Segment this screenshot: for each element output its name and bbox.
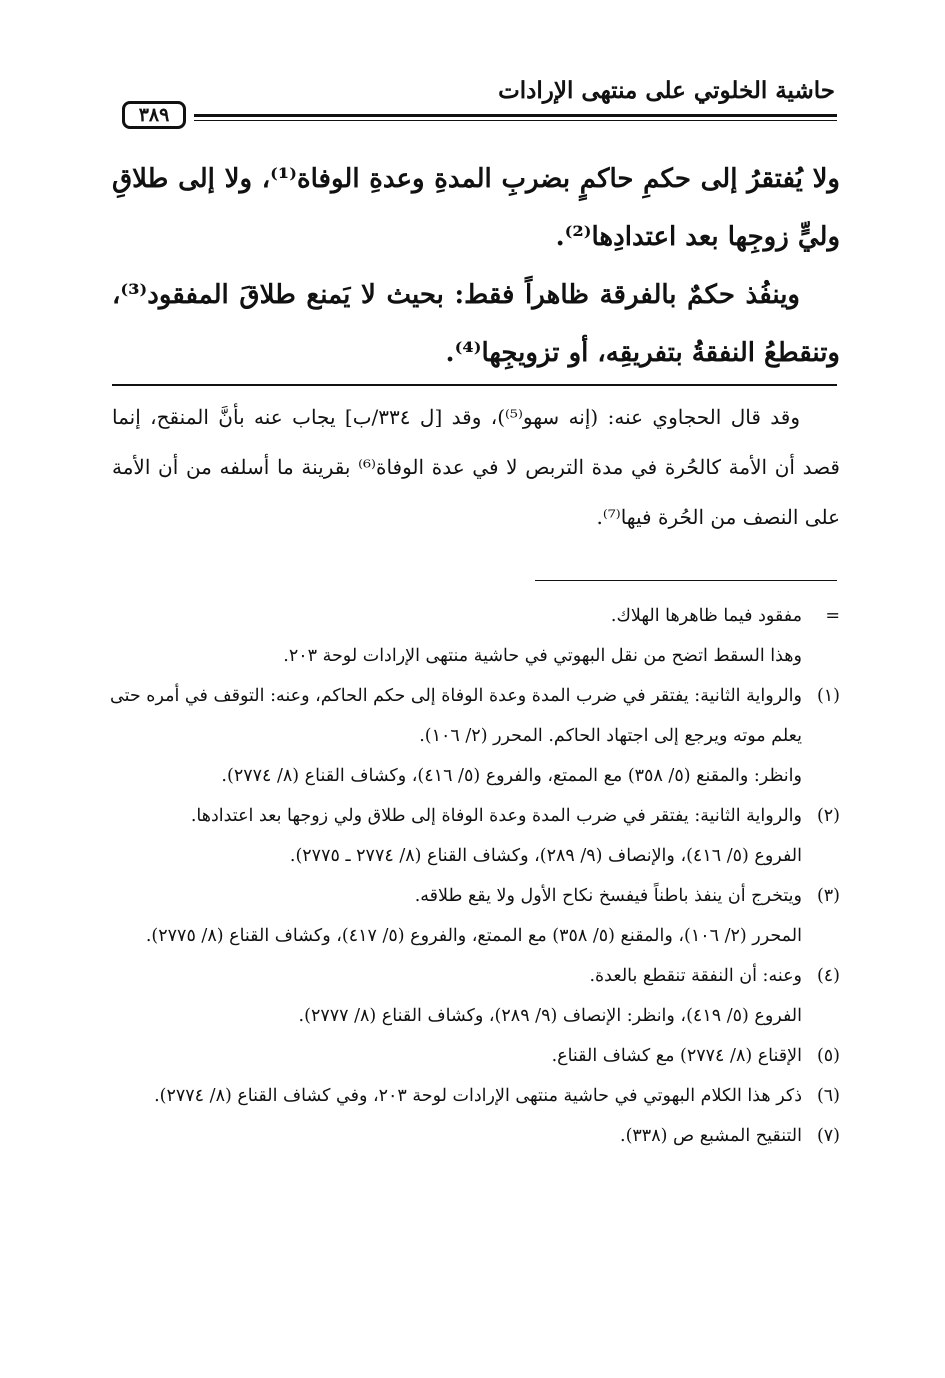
footnote-line: الإقناع (٨/ ٢٧٧٤) مع كشاف القناع. — [551, 1046, 802, 1066]
footnote-line: ذكر هذا الكلام البهوتي في حاشية منتهى الإرادات لوحة ٢٠٣، وفي كشاف القناع (٨/ ٢٧٧٤). — [154, 1086, 802, 1106]
commentary-text — [112, 392, 840, 542]
footnote-line: والرواية الثانية: يفتقر في ضرب المدة وعدة الوفاة إلى حكم الحاكم، وعنه: التوقف في أمره حتى يعلم موته ويرجع إلى اجتهاد الحاكم. المحرر (٢/ ١٠٦). — [110, 686, 802, 746]
footnote-6 — [110, 1076, 840, 1116]
footnote-1 — [110, 676, 840, 796]
footnote-number: (٤) — [816, 966, 840, 986]
footnote-line: ويتخرج أن ينفذ باطناً فيفسخ نكاح الأول ولا يقع طلاقه. — [414, 886, 802, 906]
footnote-line: الفروع (٥/ ٤١٩)، وانظر: الإنصاف (٩/ ٢٨٩)، وكشاف القناع (٨/ ٢٧٧٧). — [298, 1006, 802, 1026]
footnote-line: المحرر (٢/ ١٠٦)، والمقنع (٥/ ٣٥٨) مع الممتع، والفروع (٥/ ٤١٧)، وكشاف القناع (٨/ ٢٧٧٥). — [145, 926, 802, 946]
footnote-number: (١) — [816, 686, 840, 706]
footnote-continuation — [110, 596, 840, 676]
footnote-line: التنقيح المشبع ص (٣٣٨). — [620, 1126, 802, 1146]
footnote-line: والرواية الثانية: يفتقر في ضرب المدة وعدة الوفاة إلى طلاق ولي زوجها بعد اعتدادها. — [190, 806, 802, 826]
footnote-separator — [535, 580, 837, 581]
footnote-number: (٥) — [816, 1046, 840, 1066]
page-number-box: ٣٨٩ — [122, 101, 186, 129]
footnote-line: وعنه: أن النفقة تنقطع بالعدة. — [589, 966, 802, 986]
footnote-number: (٣) — [816, 886, 840, 906]
footnote-line: مفقود فيما ظاهرها الهلاك. — [610, 606, 802, 626]
footnote-number: (٢) — [816, 806, 840, 826]
footnote-2 — [110, 796, 840, 876]
footnotes — [110, 596, 840, 1156]
footnote-4 — [110, 956, 840, 1036]
main-commentary-separator — [112, 384, 837, 386]
footnote-number: (٧) — [816, 1126, 840, 1146]
footnote-line: وهذا السقط اتضح من نقل البهوتي في حاشية منتهى الإرادات لوحة ٢٠٣. — [283, 646, 802, 666]
main-paragraph-2: وينفُذ حكمٌ بالفرقة ظاهراً فقط: بحيث لا يَمنع طلاقَ المفقود⁽³⁾، وتنقطعُ النفقةُ بتفريقِه، أو تزويجِها⁽⁴⁾. — [112, 280, 840, 368]
header-rule — [194, 114, 837, 117]
commentary-paragraph: وقد قال الحجاوي عنه: (إنه سهو⁽⁵⁾)، وقد [ل ٣٣٤/ب] يجاب عنه بأنَّ المنقح، إنما قصد أن الأمة كالحُرة في مدة التربص لا في عدة الوفاة⁽⁶⁾ بقرينة ما أسلفه من أن الأمة على النصف من الحُرة فيها⁽⁷⁾. — [112, 405, 840, 529]
main-paragraph-1: ولا يُفتقرُ إلى حكمِ حاكمٍ بضربِ المدةِ وعدةِ الوفاة⁽¹⁾، ولا إلى طلاقِ وليٍّ زوجِها بعد اعتدادِها⁽²⁾. — [112, 164, 840, 252]
footnote-line: الفروع (٥/ ٤١٦)، والإنصاف (٩/ ٢٨٩)، وكشاف القناع (٨/ ٢٧٧٤ ـ ٢٧٧٥). — [289, 846, 802, 866]
footnote-number: = — [825, 606, 840, 626]
footnote-7 — [110, 1116, 840, 1156]
footnote-3 — [110, 876, 840, 956]
footnote-number: (٦) — [816, 1086, 840, 1106]
running-header-title: حاشية الخلوتي على منتهى الإرادات — [498, 77, 835, 104]
header-rule-thin — [194, 120, 837, 121]
main-text — [112, 150, 840, 382]
footnote-line: وانظر: والمقنع (٥/ ٣٥٨) مع الممتع، والفروع (٥/ ٤١٦)، وكشاف القناع (٨/ ٢٧٧٤). — [221, 766, 802, 786]
footnote-5 — [110, 1036, 840, 1076]
